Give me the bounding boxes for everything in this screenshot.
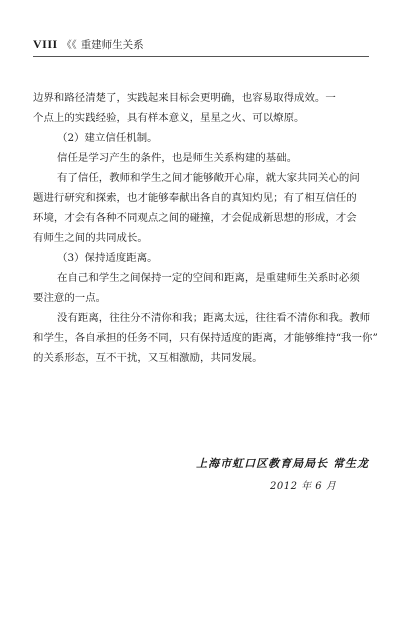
text-line: 信任是学习产生的条件，也是师生关系构建的基础。: [57, 152, 298, 164]
running-header: [33, 36, 144, 52]
text-line: 没有距离，往往分不清你和我；距离太远，往往看不清你和我。教师: [57, 312, 371, 324]
signature-date: 2012 年 6 月: [270, 481, 337, 492]
text-line: 环境，才会有各种不同观点之间的碰撞，才会促成新思想的形成，才会: [33, 212, 357, 224]
text-line: （2）建立信任机制。: [57, 132, 158, 144]
text-line: 的关系形态，互不干扰，又互相激励，共同发展。: [33, 352, 263, 364]
text-line: 在自己和学生之间保持一定的空间和距离，是重建师生关系时必须: [57, 272, 360, 284]
text-line: 有师生之间的共同成长。: [33, 232, 148, 244]
chevron-separator-icon: 《《: [61, 40, 77, 51]
body-text: [33, 88, 378, 368]
header-rule: [33, 56, 369, 57]
book-title: 重建师生关系: [80, 39, 144, 51]
text-line: 和学生，各自承担的任务不同，只有保持适度的距离，才能够维持“我一你”: [33, 332, 378, 344]
signature: 上海市虹口区教育局局长 常生龙: [196, 457, 369, 470]
text-line: 个点上的实践经验，具有样本意义，星星之火、可以燎原。: [33, 112, 305, 124]
text-line: 边界和路径清楚了，实践起来目标会更明确，也容易取得成效。一: [33, 92, 336, 104]
text-line: 题进行研究和探索，也才能够奉献出各自的真知灼见；有了相互信任的: [33, 192, 357, 204]
page-number: VIII: [33, 37, 58, 51]
text-line: （3）保持适度距离。: [57, 252, 158, 264]
text-line: 要注意的一点。: [33, 292, 107, 304]
text-line: 有了信任，教师和学生之间才能够敞开心扉，就大家共同关心的问: [57, 172, 360, 184]
